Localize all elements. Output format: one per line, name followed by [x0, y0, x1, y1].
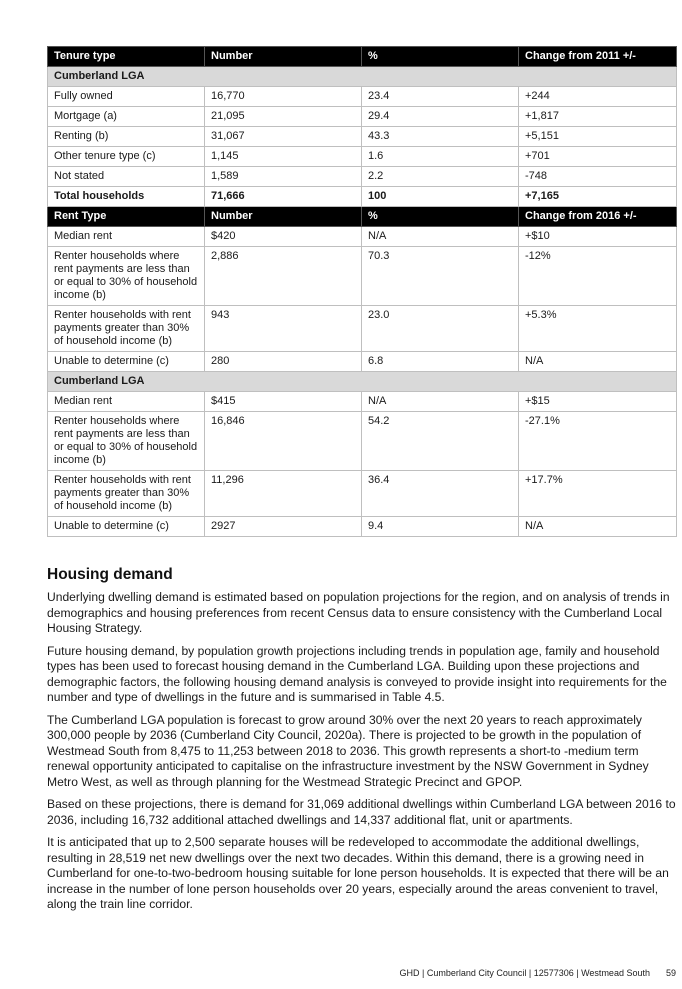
table-cell: 16,770 — [205, 87, 362, 107]
header-cell: Change from 2016 +/- — [519, 207, 677, 227]
paragraph: Future housing demand, by population growth projections including trends in population age, family and household types has been used to forecast housing demand in the Cumberland LGA. Building upon these projections and demographic factors, the following housing demand analysis is conveyed to provide insight into requirements for the number and type of dwellings in the future and is summarised in Table 4.5. — [47, 643, 667, 704]
table-cell: 9.4 — [362, 517, 519, 537]
table-header-row — [48, 207, 677, 227]
table-cell: +1,817 — [519, 107, 677, 127]
table-row — [48, 87, 677, 107]
table-cell: Renter households with rent payments greater than 30% of household income (b) — [48, 471, 205, 517]
header-cell: Rent Type — [48, 207, 205, 227]
table-cell: 43.3 — [362, 127, 519, 147]
table-cell: -27.1% — [519, 412, 677, 471]
table-row — [48, 167, 677, 187]
tenure-rent-table — [47, 46, 677, 537]
header-cell: Change from 2011 +/- — [519, 47, 677, 67]
table-cell: Median rent — [48, 392, 205, 412]
table-cell: 100 — [362, 187, 519, 207]
footer-text: GHD | Cumberland City Council | 12577306 | Westmead South — [399, 968, 650, 978]
table-cell: +$10 — [519, 227, 677, 247]
table-cell: Renter households where rent payments are less than or equal to 30% of household income (b) — [48, 412, 205, 471]
total-row — [48, 187, 677, 207]
header-cell: Number — [205, 47, 362, 67]
table-cell: Mortgage (a) — [48, 107, 205, 127]
table-header-row — [48, 47, 677, 67]
header-cell: Tenure type — [48, 47, 205, 67]
table-cell: +7,165 — [519, 187, 677, 207]
section-label: Cumberland LGA — [48, 67, 677, 87]
paragraph: Underlying dwelling demand is estimated based on population projections for the region, and on analysis of trends in demographics and housing preferences from recent Census data to ensure consistency with the Cumberland Local Housing Strategy. — [47, 590, 670, 635]
table-cell: 70.3 — [362, 247, 519, 306]
table-cell: 23.0 — [362, 306, 519, 352]
table-cell: N/A — [519, 517, 677, 537]
table-cell: +701 — [519, 147, 677, 167]
table-cell: 23.4 — [362, 87, 519, 107]
table-cell: 2.2 — [362, 167, 519, 187]
table-cell: Median rent — [48, 227, 205, 247]
section-heading: Housing demand — [47, 566, 173, 583]
table-row — [48, 412, 677, 471]
table-cell: 2927 — [205, 517, 362, 537]
table-cell: N/A — [519, 352, 677, 372]
paragraph: Based on these projections, there is demand for 31,069 additional dwellings within Cumberland LGA between 2016 to 2036, including 16,732 additional attached dwellings and 14,337 additional flat, unit or apartments. — [47, 797, 676, 827]
page-footer — [0, 968, 676, 978]
table-cell: 1,589 — [205, 167, 362, 187]
table-cell: +244 — [519, 87, 677, 107]
table-cell: $420 — [205, 227, 362, 247]
table-cell: 943 — [205, 306, 362, 352]
table-cell: -748 — [519, 167, 677, 187]
table-cell: Renting (b) — [48, 127, 205, 147]
table-cell: 31,067 — [205, 127, 362, 147]
table-row — [48, 471, 677, 517]
table-cell: 2,886 — [205, 247, 362, 306]
table-cell: +5,151 — [519, 127, 677, 147]
header-cell: % — [362, 47, 519, 67]
table-cell: Unable to determine (c) — [48, 352, 205, 372]
table-cell: Not stated — [48, 167, 205, 187]
table-row — [48, 352, 677, 372]
table-cell: Renter households with rent payments greater than 30% of household income (b) — [48, 306, 205, 352]
table-row — [48, 107, 677, 127]
table-section-row — [48, 67, 677, 87]
table-cell: -12% — [519, 247, 677, 306]
table-row — [48, 247, 677, 306]
page-number: 59 — [665, 968, 676, 978]
header-cell: % — [362, 207, 519, 227]
table-row — [48, 127, 677, 147]
header-cell: Number — [205, 207, 362, 227]
table-cell: +5.3% — [519, 306, 677, 352]
table-cell: Renter households where rent payments are less than or equal to 30% of household income (b) — [48, 247, 205, 306]
paragraph: It is anticipated that up to 2,500 separate houses will be redeveloped to accommodate the additional dwellings, resulting in 28,519 net new dwellings over the next two decades. Within this demand, there is a growing need in Cumberland for one-to-two-bedroom housing suitable for lone person households. It is expected that there will be an increase in the number of lone person households over 20 years, especially around the areas convenient to travel, along the train line corridor. — [47, 835, 669, 911]
section-label: Cumberland LGA — [48, 372, 677, 392]
body-content — [47, 565, 677, 920]
table-cell: 1.6 — [362, 147, 519, 167]
paragraph: The Cumberland LGA population is forecast to grow around 30% over the next 20 years to reach approximately 300,000 people by 2036 (Cumberland City Council, 2020a). There is projected to be growth in the population of Westmead South from 8,475 to 11,253 between 2018 to 2036. This growth represents a short-to -medium term renewal opportunity anticipated to capitalise on the infrastructure investment by the NSW Government in Sydney Metro West, as well as through planning for the Westmead Strategic Precinct and GPOP. — [47, 712, 649, 789]
table-cell: Total households — [48, 187, 205, 207]
table-row — [48, 306, 677, 352]
table-cell: 280 — [205, 352, 362, 372]
table-cell: 36.4 — [362, 471, 519, 517]
table-cell: 29.4 — [362, 107, 519, 127]
table-cell: $415 — [205, 392, 362, 412]
table-cell: 11,296 — [205, 471, 362, 517]
table-cell: N/A — [362, 227, 519, 247]
table-cell: N/A — [362, 392, 519, 412]
table-cell: 54.2 — [362, 412, 519, 471]
table-cell: Other tenure type (c) — [48, 147, 205, 167]
table-row — [48, 147, 677, 167]
table-cell: Unable to determine (c) — [48, 517, 205, 537]
table-cell: +17.7% — [519, 471, 677, 517]
table-cell: 6.8 — [362, 352, 519, 372]
table-row — [48, 392, 677, 412]
table-cell: 21,095 — [205, 107, 362, 127]
table-row — [48, 517, 677, 537]
table-cell: 16,846 — [205, 412, 362, 471]
table-cell: 1,145 — [205, 147, 362, 167]
table-row — [48, 227, 677, 247]
table-cell: +$15 — [519, 392, 677, 412]
table-cell: 71,666 — [205, 187, 362, 207]
table-section-row — [48, 372, 677, 392]
table-cell: Fully owned — [48, 87, 205, 107]
